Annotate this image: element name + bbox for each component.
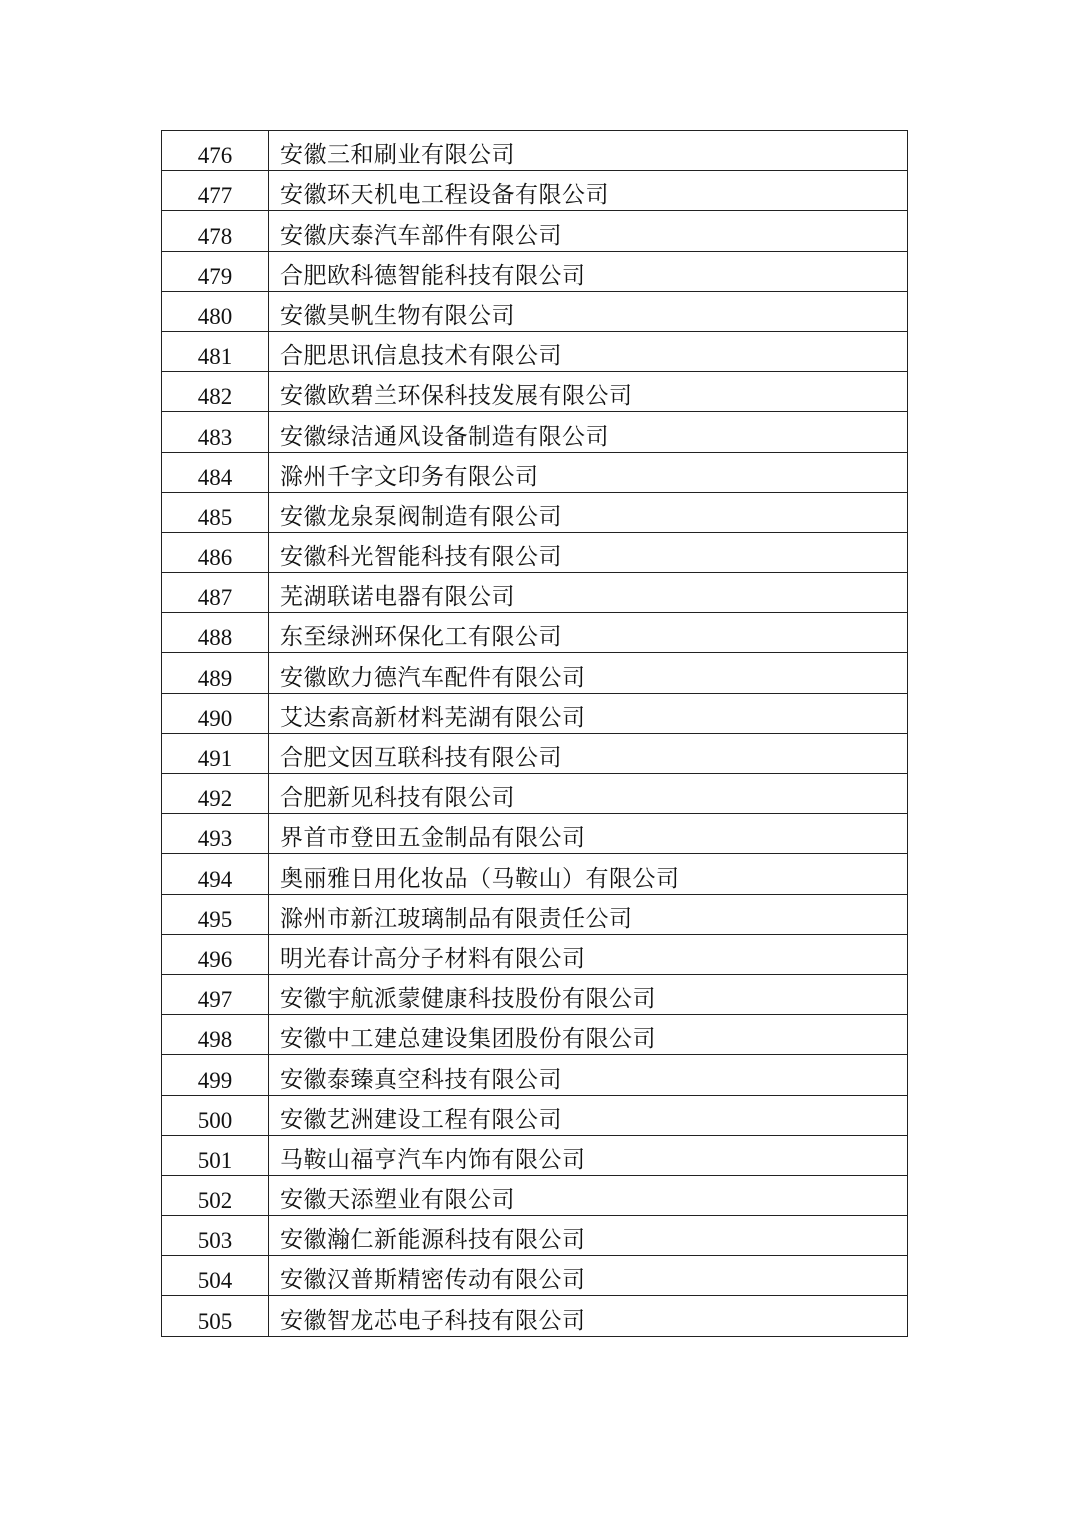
company-name: 明光春计高分子材料有限公司: [269, 934, 908, 974]
table-row: [162, 532, 908, 572]
table-row: [162, 211, 908, 251]
row-number: 499: [162, 1055, 269, 1095]
company-name: 安徽中工建总建设集团股份有限公司: [269, 1015, 908, 1055]
table-row: [162, 131, 908, 171]
table-row: [162, 331, 908, 371]
row-number: 502: [162, 1175, 269, 1215]
company-name: 安徽环天机电工程设备有限公司: [269, 171, 908, 211]
table-row: [162, 171, 908, 211]
table-row: [162, 1296, 908, 1336]
table-row: [162, 1256, 908, 1296]
company-name: 东至绿洲环保化工有限公司: [269, 613, 908, 653]
table-row: [162, 1135, 908, 1175]
company-list-body: [162, 131, 908, 1337]
company-name: 安徽欧碧兰环保科技发展有限公司: [269, 372, 908, 412]
company-name: 合肥新见科技有限公司: [269, 774, 908, 814]
company-name: 安徽绿洁通风设备制造有限公司: [269, 412, 908, 452]
row-number: 503: [162, 1216, 269, 1256]
row-number: 494: [162, 854, 269, 894]
company-name: 安徽庆泰汽车部件有限公司: [269, 211, 908, 251]
row-number: 497: [162, 974, 269, 1014]
row-number: 495: [162, 894, 269, 934]
row-number: 501: [162, 1135, 269, 1175]
table-row: [162, 653, 908, 693]
table-row: [162, 814, 908, 854]
row-number: 491: [162, 733, 269, 773]
table-row: [162, 613, 908, 653]
company-name: 奥丽雅日用化妆品（马鞍山）有限公司: [269, 854, 908, 894]
table-row: [162, 492, 908, 532]
table-row: [162, 894, 908, 934]
row-number: 481: [162, 331, 269, 371]
table-row: [162, 693, 908, 733]
row-number: 504: [162, 1256, 269, 1296]
company-name: 滁州市新江玻璃制品有限责任公司: [269, 894, 908, 934]
company-name: 马鞍山福亨汽车内饰有限公司: [269, 1135, 908, 1175]
row-number: 484: [162, 452, 269, 492]
row-number: 500: [162, 1095, 269, 1135]
company-name: 安徽昊帆生物有限公司: [269, 291, 908, 331]
table-row: [162, 1175, 908, 1215]
company-name: 合肥思讯信息技术有限公司: [269, 331, 908, 371]
company-name: 安徽汉普斯精密传动有限公司: [269, 1256, 908, 1296]
row-number: 505: [162, 1296, 269, 1336]
table-row: [162, 974, 908, 1014]
company-name: 界首市登田五金制品有限公司: [269, 814, 908, 854]
row-number: 490: [162, 693, 269, 733]
company-name: 合肥欧科德智能科技有限公司: [269, 251, 908, 291]
company-name: 安徽三和刷业有限公司: [269, 131, 908, 171]
company-name: 安徽艺洲建设工程有限公司: [269, 1095, 908, 1135]
table-row: [162, 452, 908, 492]
table-row: [162, 412, 908, 452]
row-number: 489: [162, 653, 269, 693]
row-number: 486: [162, 532, 269, 572]
row-number: 479: [162, 251, 269, 291]
row-number: 483: [162, 412, 269, 452]
table-row: [162, 1216, 908, 1256]
company-name: 安徽瀚仁新能源科技有限公司: [269, 1216, 908, 1256]
table-row: [162, 573, 908, 613]
table-row: [162, 1095, 908, 1135]
table-row: [162, 733, 908, 773]
table-row: [162, 934, 908, 974]
row-number: 485: [162, 492, 269, 532]
row-number: 487: [162, 573, 269, 613]
table-row: [162, 854, 908, 894]
row-number: 496: [162, 934, 269, 974]
row-number: 488: [162, 613, 269, 653]
company-name: 安徽龙泉泵阀制造有限公司: [269, 492, 908, 532]
company-name: 安徽欧力德汽车配件有限公司: [269, 653, 908, 693]
company-name: 安徽宇航派蒙健康科技股份有限公司: [269, 974, 908, 1014]
company-list-table: [161, 130, 908, 1337]
company-name: 安徽智龙芯电子科技有限公司: [269, 1296, 908, 1336]
company-name: 芜湖联诺电器有限公司: [269, 573, 908, 613]
company-name: 安徽泰臻真空科技有限公司: [269, 1055, 908, 1095]
table-row: [162, 251, 908, 291]
row-number: 478: [162, 211, 269, 251]
row-number: 480: [162, 291, 269, 331]
company-name: 滁州千字文印务有限公司: [269, 452, 908, 492]
company-name: 艾达索高新材料芜湖有限公司: [269, 693, 908, 733]
table-row: [162, 1015, 908, 1055]
table-row: [162, 774, 908, 814]
company-name: 合肥文因互联科技有限公司: [269, 733, 908, 773]
company-name: 安徽天添塑业有限公司: [269, 1175, 908, 1215]
row-number: 477: [162, 171, 269, 211]
row-number: 492: [162, 774, 269, 814]
row-number: 482: [162, 372, 269, 412]
table-row: [162, 372, 908, 412]
table-row: [162, 1055, 908, 1095]
row-number: 498: [162, 1015, 269, 1055]
row-number: 493: [162, 814, 269, 854]
table-row: [162, 291, 908, 331]
company-name: 安徽科光智能科技有限公司: [269, 532, 908, 572]
row-number: 476: [162, 131, 269, 171]
